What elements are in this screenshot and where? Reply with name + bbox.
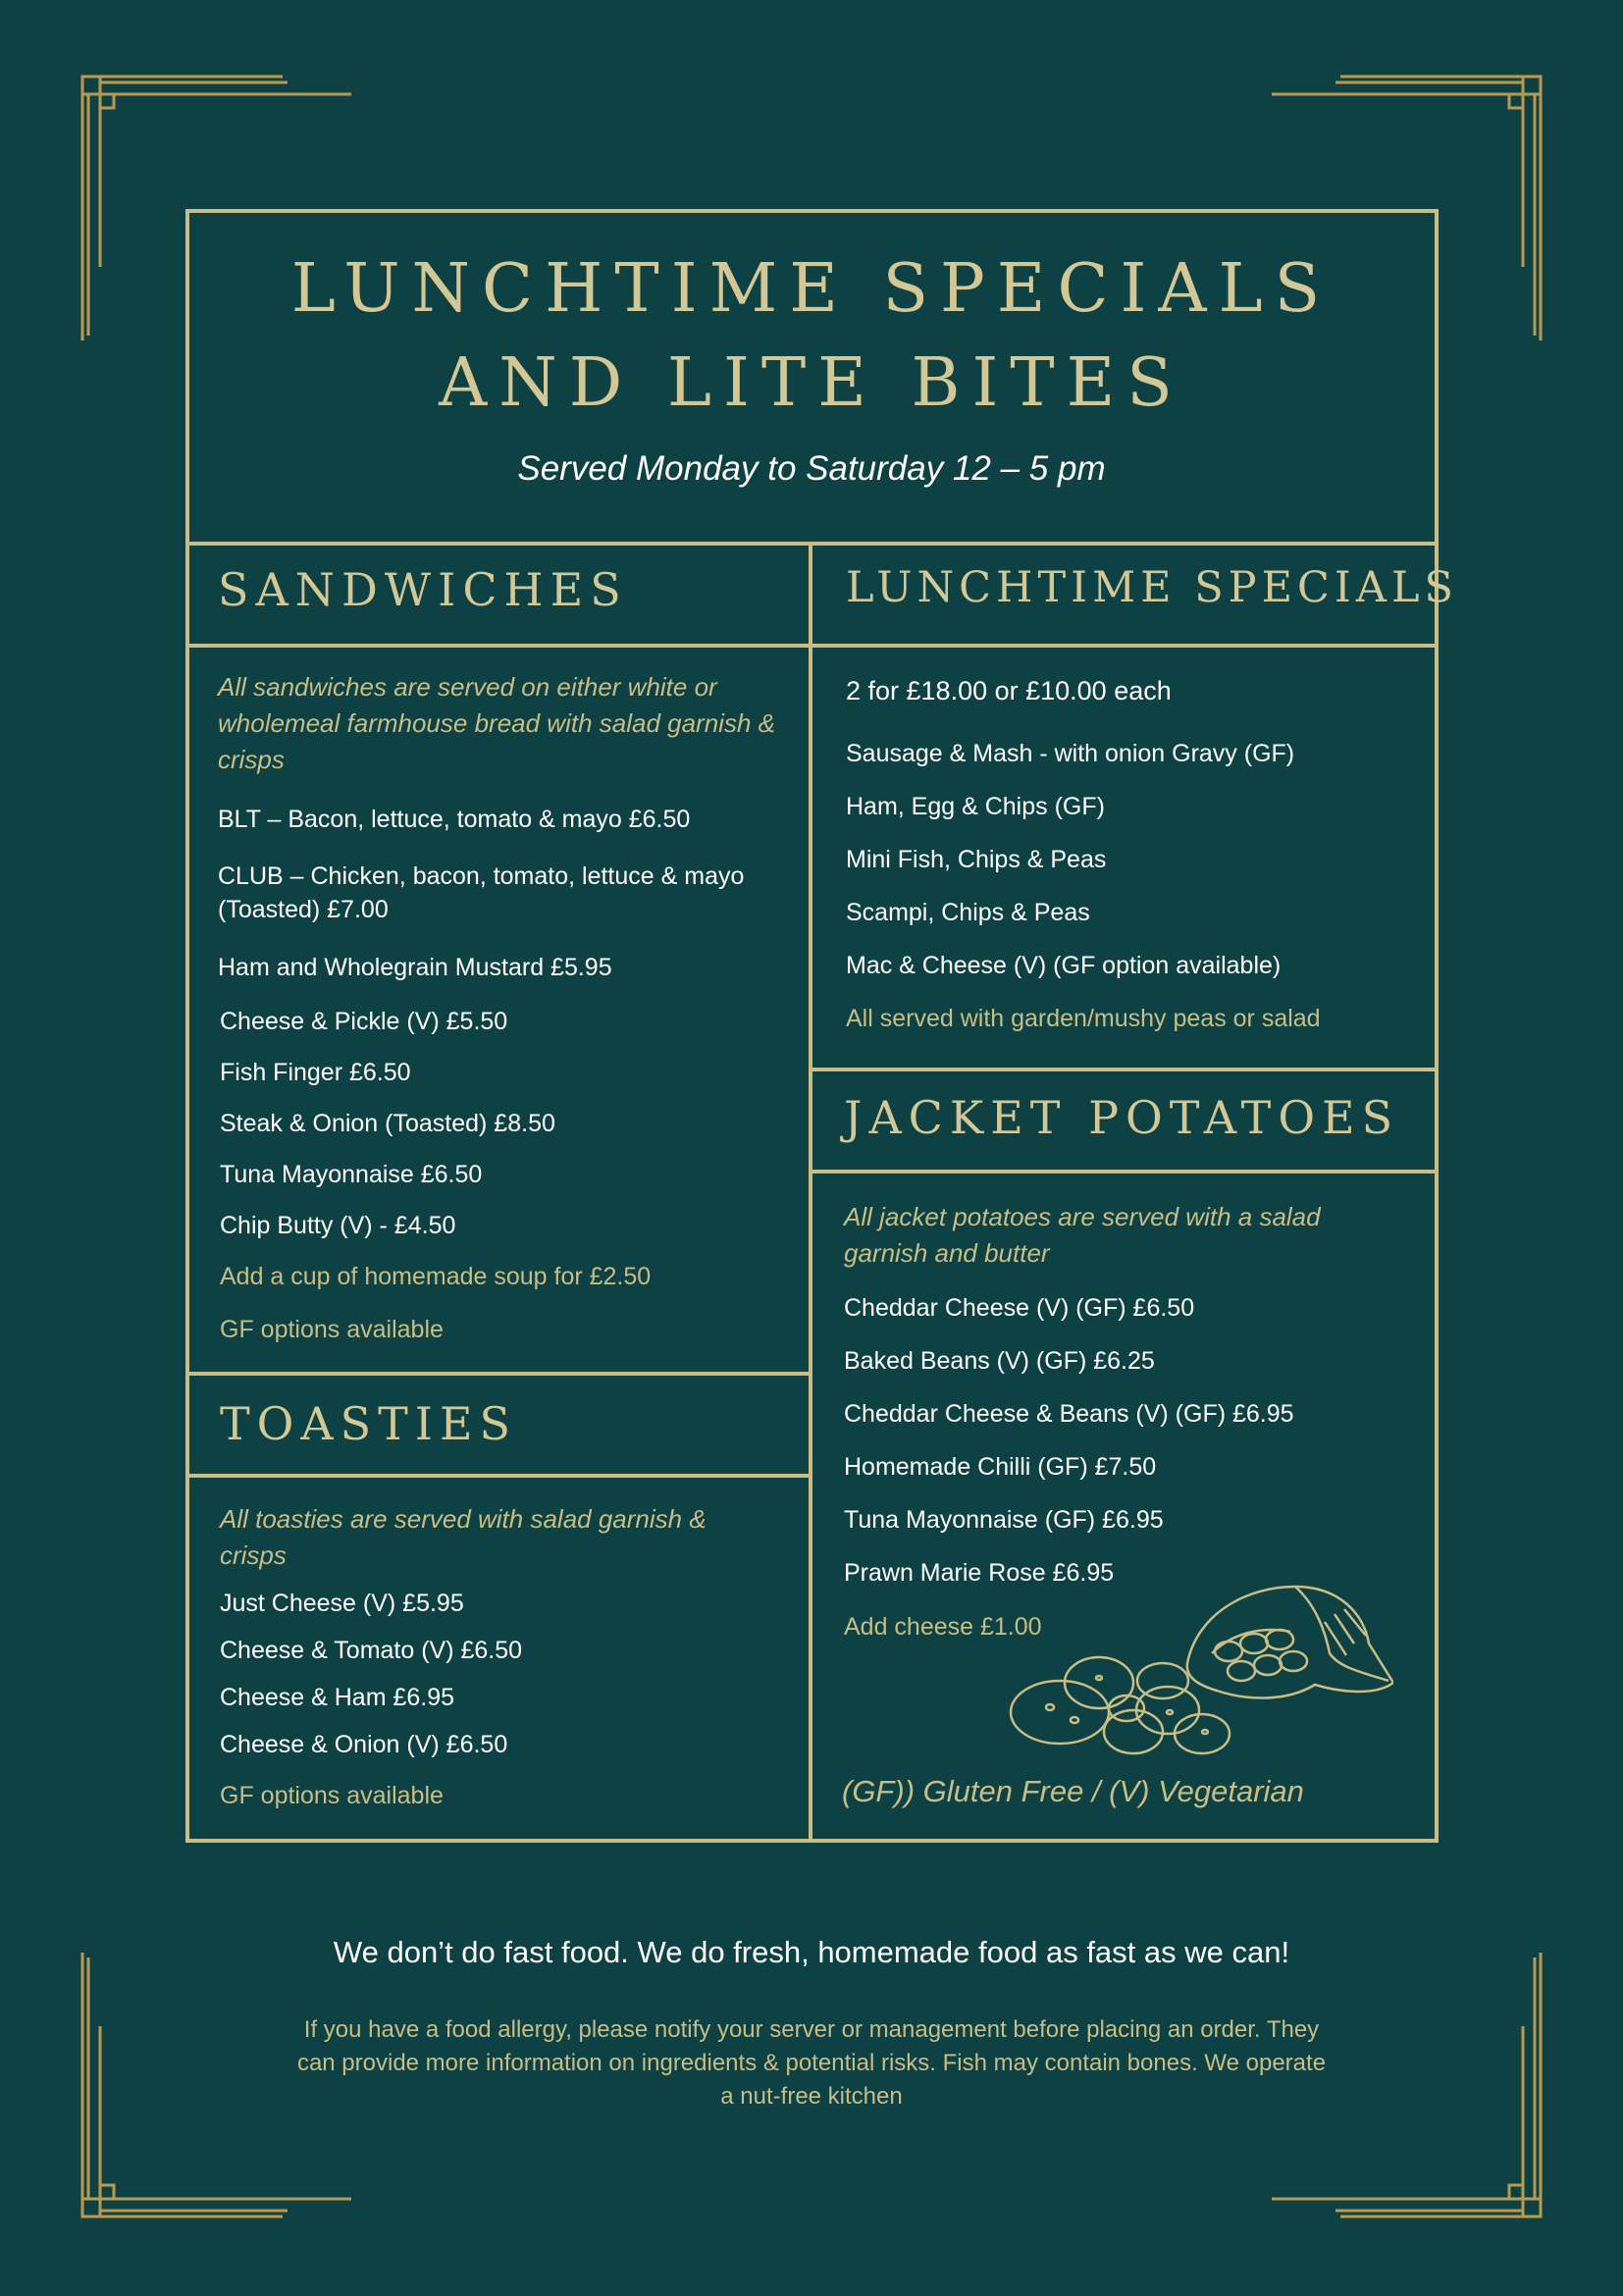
sandwich-item: Steak & Onion (Toasted) £8.50 (220, 1110, 555, 1137)
toasties-title: TOASTIES (220, 1397, 518, 1450)
specials-item: Mac & Cheese (V) (GF option available) (846, 952, 1282, 979)
sandwiches-title: SANDWICHES (218, 563, 628, 616)
jacket-item: Cheddar Cheese (V) (GF) £6.50 (844, 1294, 1195, 1322)
jacket-cheese-addon: Add cheese £1.00 (844, 1613, 1042, 1641)
specials-item: Sausage & Mash - with onion Gravy (GF) (846, 740, 1295, 767)
jacket-item: Baked Beans (V) (GF) £6.25 (844, 1347, 1155, 1375)
jacket-item: Prawn Marie Rose £6.95 (844, 1559, 1115, 1587)
page-title-line1: LUNCHTIME SPECIALS (290, 250, 1333, 328)
sandwiches-note: All sandwiches are served on either white or wholemeal farmhouse bread with salad garnish & crisps (218, 672, 775, 774)
sandwich-item: Cheese & Pickle (V) £5.50 (220, 1008, 508, 1035)
toastie-item: Cheese & Onion (V) £6.50 (220, 1731, 508, 1758)
dietary-legend: (GF)) Gluten Free / (V) Vegetarian (842, 1774, 1304, 1808)
jacket-item: Cheddar Cheese & Beans (V) (GF) £6.95 (844, 1400, 1294, 1428)
toasties-note: All toasties are served with salad garnish & crisps (220, 1504, 707, 1570)
toasties-gf-note: GF options available (220, 1782, 444, 1809)
toastie-item: Cheese & Tomato (V) £6.50 (220, 1637, 523, 1664)
potato-illustration-icon (1001, 1575, 1393, 1756)
toastie-item: Cheese & Ham £6.95 (220, 1684, 455, 1711)
sandwich-item: BLT – Bacon, lettuce, tomato & mayo £6.50 (218, 806, 691, 833)
jacket-potatoes-note: All jacket potatoes are served with a salad garnish and butter (844, 1202, 1321, 1268)
specials-sides-note: All served with garden/mushy peas or salad (846, 1005, 1321, 1032)
allergy-notice: If you have a food allergy, please notify your server or management before placing an order. They can provide more information on ingredients & potential risks. Fish may contain bones. We operate a nut-free kitchen (296, 2016, 1327, 2110)
page-title-line2: AND LITE BITES (439, 344, 1184, 422)
specials-item: Scampi, Chips & Peas (846, 899, 1090, 926)
sandwich-soup-addon: Add a cup of homemade soup for £2.50 (220, 1263, 652, 1290)
sandwich-item: Ham and Wholegrain Mustard £5.95 (218, 954, 612, 981)
specials-price-line: 2 for £18.00 or £10.00 each (846, 676, 1172, 705)
sandwich-item: Tuna Mayonnaise £6.50 (220, 1161, 483, 1188)
jacket-potatoes-title: JACKET POTATOES (844, 1091, 1400, 1144)
sandwich-item: Fish Finger £6.50 (220, 1059, 411, 1086)
jacket-item: Tuna Mayonnaise (GF) £6.95 (844, 1506, 1164, 1534)
sandwich-item: CLUB – Chicken, bacon, tomato, lettuce & mayo (Toasted) £7.00 (218, 862, 745, 923)
toastie-item: Just Cheese (V) £5.95 (220, 1590, 464, 1617)
jacket-item: Homemade Chilli (GF) £7.50 (844, 1453, 1157, 1481)
sandwich-item: Chip Butty (V) - £4.50 (220, 1212, 456, 1239)
specials-item: Ham, Egg & Chips (GF) (846, 793, 1105, 820)
sandwich-gf-note: GF options available (220, 1316, 444, 1343)
specials-item: Mini Fish, Chips & Peas (846, 846, 1107, 873)
specials-title: LUNCHTIME SPECIALS (846, 563, 1458, 612)
tagline: We don’t do fast food. We do fresh, homemade food as fast as we can! (333, 1935, 1290, 1969)
serving-hours: Served Monday to Saturday 12 – 5 pm (517, 449, 1106, 488)
